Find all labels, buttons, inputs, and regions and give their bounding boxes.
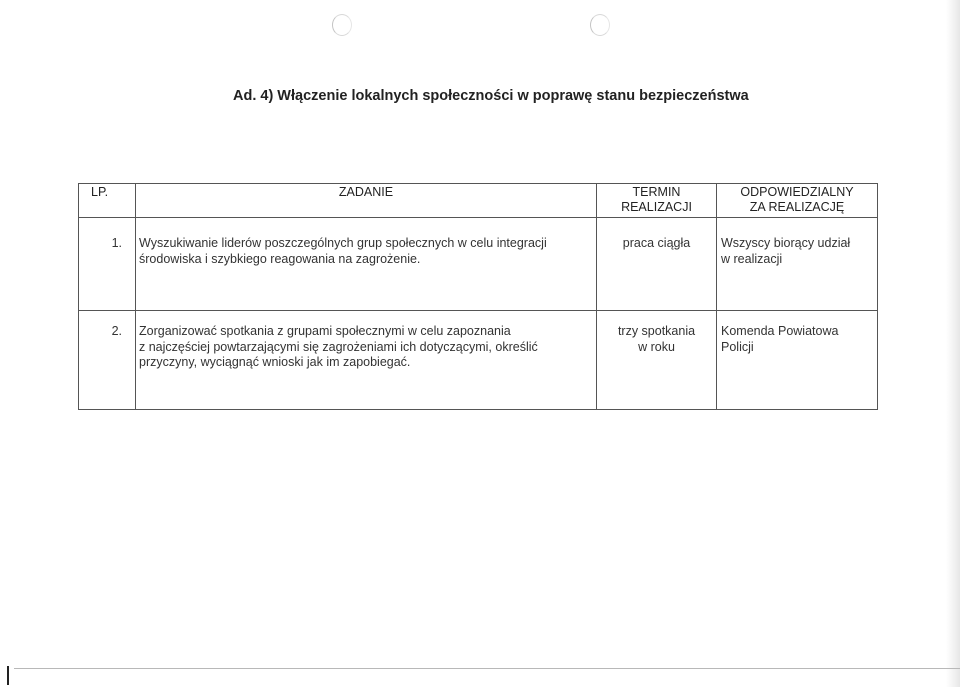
table-row (79, 218, 878, 311)
row-task (136, 218, 597, 311)
row-term (597, 218, 717, 311)
header-term (597, 184, 717, 218)
scan-mark (7, 666, 9, 685)
header-task: ZADANIE (136, 184, 597, 218)
resp-line: Komenda Powiatowa (721, 324, 839, 338)
resp-line: Wszyscy biorący udział (721, 236, 851, 250)
header-resp-line2: ZA REALIZACJĘ (749, 200, 845, 214)
header-term-line2: REALIZACJI (621, 200, 692, 214)
task-line: przyczyny, wyciągnąć wnioski jak im zapobiegać. (139, 355, 411, 369)
task-line: z najczęściej powtarzającymi się zagrożeniami ich dotyczącymi, określić (139, 339, 538, 354)
resp-line: w realizacji (721, 251, 783, 266)
term-line: w roku (638, 339, 675, 354)
row-number: 1. (79, 218, 136, 311)
row-responsible (717, 311, 878, 410)
header-responsible (717, 184, 878, 218)
table-header-row (79, 184, 878, 218)
header-resp-line1: ODPOWIEDZIALNY (740, 185, 854, 199)
header-term-line1: TERMIN (632, 185, 681, 199)
resp-line: Policji (721, 339, 754, 354)
row-task (136, 311, 597, 410)
table-row (79, 311, 878, 410)
row-number: 2. (79, 311, 136, 410)
punch-hole-left (332, 14, 352, 36)
scan-edge-shadow (946, 0, 960, 687)
term-line: praca ciągła (622, 236, 691, 250)
punch-hole-right (590, 14, 610, 36)
scan-bottom-line (14, 668, 960, 669)
task-line: środowiska i szybkiego reagowania na zagrożenie. (139, 251, 421, 266)
row-term (597, 311, 717, 410)
row-responsible (717, 218, 878, 311)
task-line: Wyszukiwanie liderów poszczególnych grup społecznych w celu integracji (139, 236, 547, 250)
header-lp: LP. (79, 184, 136, 218)
term-line: trzy spotkania (617, 324, 696, 338)
section-heading: Ad. 4) Włączenie lokalnych społeczności w poprawę stanu bezpieczeństwa (233, 88, 749, 104)
tasks-table (78, 183, 878, 410)
task-line: Zorganizować spotkania z grupami społecznymi w celu zapoznania (139, 324, 511, 338)
